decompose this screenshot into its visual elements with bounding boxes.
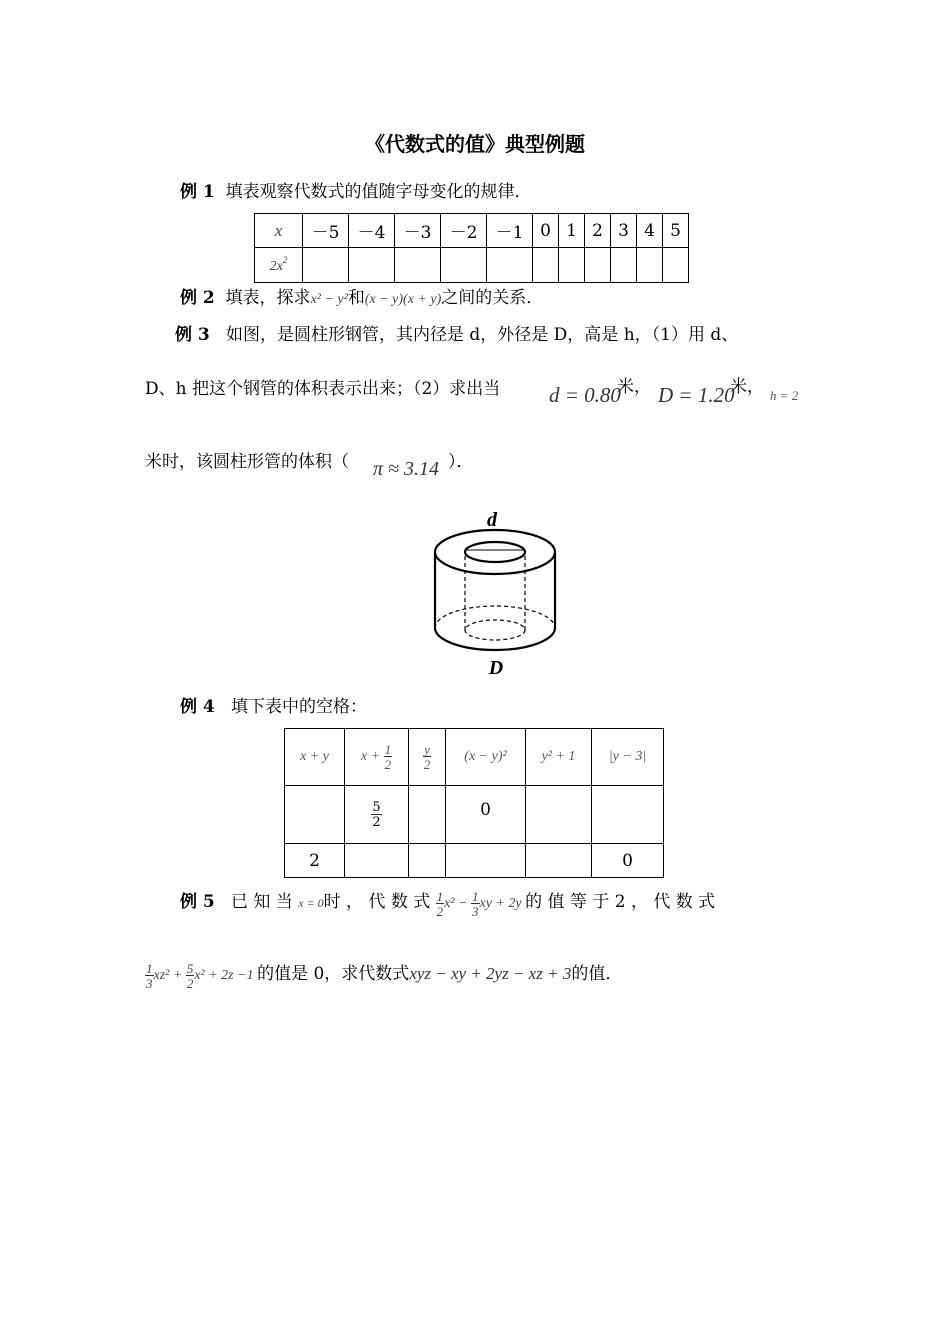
numerator: y <box>424 742 430 757</box>
numerator: 5 <box>372 799 381 815</box>
example-5-line-2 <box>145 962 622 990</box>
table-cell[interactable] <box>303 248 349 283</box>
expr-part: x² + 2z −1 <box>194 968 254 984</box>
table-cell: 0 <box>592 844 664 878</box>
h-value: h = 2 <box>770 388 799 403</box>
denominator: 2 <box>436 904 444 919</box>
denominator: 2 <box>186 976 194 991</box>
row-head-x: x <box>255 214 303 248</box>
head-x-plus-half <box>345 729 409 786</box>
expr-part: xy + 2y <box>479 896 522 912</box>
example-1-text: 填表观察代数式的值随字母变化的规律． <box>225 182 532 202</box>
D-value: D = 1.20 <box>658 383 735 407</box>
fraction-five-halves <box>371 801 381 829</box>
table-cell: －4 <box>349 214 395 248</box>
example-5-text-4: 的值是 0，求代数式 <box>257 964 410 985</box>
numerator: 1 <box>146 961 153 976</box>
table-cell: －2 <box>441 214 487 248</box>
denominator: 2 <box>372 814 381 830</box>
example-3-line-1 <box>175 324 738 346</box>
fraction <box>436 890 445 918</box>
table-cell: 3 <box>611 214 637 248</box>
example-5-expr-3: xyz − xy + 2yz − xz + 3 <box>409 964 572 984</box>
example-5-expr-1 <box>436 889 525 919</box>
fraction <box>145 962 154 990</box>
head-y-squared-plus-1: y² + 1 <box>526 729 592 786</box>
table-cell: 0 <box>533 214 559 248</box>
table-cell[interactable] <box>409 844 446 878</box>
pi-approx: π ≈ 3.14 <box>373 458 439 480</box>
table-cell[interactable] <box>526 844 592 878</box>
example-5-line-1 <box>180 890 810 918</box>
head-x-minus-y-squared: (x − y)² <box>446 729 526 786</box>
fraction <box>471 890 480 918</box>
bottom-inner-ellipse <box>465 620 525 640</box>
table-cell[interactable] <box>409 786 446 844</box>
example-1-label: 例 1 <box>180 182 215 202</box>
example-2-expr1: x² − y² <box>310 292 348 307</box>
example-2-label: 例 2 <box>180 288 215 308</box>
head-text: x + <box>360 749 381 765</box>
numerator: 1 <box>436 889 444 904</box>
example-4 <box>180 696 367 718</box>
denominator: 2 <box>384 757 392 772</box>
table-row <box>255 214 689 248</box>
example-2-text-b: 和 <box>347 288 365 308</box>
example-1-table <box>254 213 689 283</box>
expr-text: 2x <box>269 259 283 274</box>
table-cell[interactable] <box>345 844 409 878</box>
head-y-over-2 <box>409 729 446 786</box>
numerator: 1 <box>472 889 479 904</box>
page-title: 《代数式的值》典型例题 <box>365 132 585 156</box>
table-cell: 4 <box>637 214 663 248</box>
table-row <box>255 248 689 283</box>
fraction <box>423 743 431 771</box>
denominator: 2 <box>423 757 431 772</box>
table-row <box>285 786 664 844</box>
table-cell[interactable] <box>533 248 559 283</box>
table-cell[interactable] <box>395 248 441 283</box>
cylinder-tube-figure <box>420 502 570 682</box>
example-5-text-5: 的值． <box>571 964 623 985</box>
table-cell: －5 <box>303 214 349 248</box>
bottom-outer-back <box>435 606 555 628</box>
head-x-plus-y: x + y <box>285 729 345 786</box>
table-row <box>285 844 664 878</box>
table-cell[interactable] <box>285 786 345 844</box>
example-4-table <box>284 728 664 878</box>
numerator: 5 <box>186 961 194 976</box>
table-cell[interactable] <box>349 248 395 283</box>
table-cell: 2 <box>285 844 345 878</box>
table-cell[interactable] <box>592 786 664 844</box>
table-cell[interactable] <box>611 248 637 283</box>
table-cell[interactable] <box>585 248 611 283</box>
d-value: d = 0.80 <box>549 383 621 407</box>
denominator: 3 <box>146 976 153 991</box>
example-3-text-1: 如图，是圆柱形钢管，其内径是 d，外径是 D，高是 h，（1）用 d、 <box>225 325 739 345</box>
example-3-line-3 <box>145 451 349 473</box>
numerator: 1 <box>384 742 392 757</box>
example-5-text-1: 已 知 当 <box>230 892 293 913</box>
example-2 <box>180 287 543 311</box>
example-5-condition: x = 0 <box>298 896 324 911</box>
head-abs-y-minus-3: |y − 3| <box>592 729 664 786</box>
example-3-line-2 <box>145 378 500 400</box>
example-2-expr2: (x − y)(x + y) <box>364 292 442 307</box>
unit-meter-1: 米， <box>617 377 651 397</box>
table-cell: 0 <box>446 786 526 844</box>
table-cell[interactable] <box>663 248 689 283</box>
table-cell: 1 <box>559 214 585 248</box>
example-4-label: 例 4 <box>180 697 215 717</box>
example-3-label: 例 3 <box>175 325 210 345</box>
table-cell: －3 <box>395 214 441 248</box>
expr-exponent: 2 <box>282 255 288 265</box>
table-row <box>285 729 664 786</box>
top-outer-ellipse <box>435 530 555 574</box>
example-5-text-3: 的 值 等 于 2 ， 代 数 式 <box>525 892 716 913</box>
example-3-text-2: D、h 把这个钢管的体积表示出来；（2）求出当 <box>145 379 501 399</box>
figure-label-D: D <box>488 657 504 679</box>
example-4-text: 填下表中的空格： <box>230 697 367 717</box>
fraction <box>384 743 393 771</box>
example-2-text-c: 之间的关系． <box>441 288 544 308</box>
table-cell: 2 <box>585 214 611 248</box>
table-cell[interactable] <box>446 844 526 878</box>
table-cell[interactable] <box>487 248 533 283</box>
example-5-expr-2 <box>145 961 257 991</box>
table-cell: 5 <box>663 214 689 248</box>
expr-part: x² − <box>444 896 468 912</box>
example-3-text-3a: 米时，该圆柱形管的体积（ <box>145 452 349 472</box>
table-cell[interactable] <box>441 248 487 283</box>
table-cell[interactable] <box>559 248 585 283</box>
expr-part: xz² + <box>153 968 183 984</box>
table-cell[interactable] <box>526 786 592 844</box>
example-1 <box>180 181 532 203</box>
table-cell[interactable] <box>637 248 663 283</box>
row-head-expr <box>255 248 303 283</box>
bottom-outer-front <box>435 628 555 650</box>
unit-meter-2: 米， <box>730 377 764 397</box>
example-2-text-a: 填表，探求 <box>225 288 311 308</box>
table-cell: －1 <box>487 214 533 248</box>
figure-label-d: d <box>487 509 497 531</box>
example-5-label: 例 5 <box>180 892 215 913</box>
example-3-text-3b: ）． <box>448 452 474 472</box>
example-5-text-2: 时 ， 代 数 式 <box>323 892 431 913</box>
table-cell <box>345 786 409 844</box>
denominator: 3 <box>472 904 479 919</box>
top-inner-ellipse <box>465 542 525 562</box>
